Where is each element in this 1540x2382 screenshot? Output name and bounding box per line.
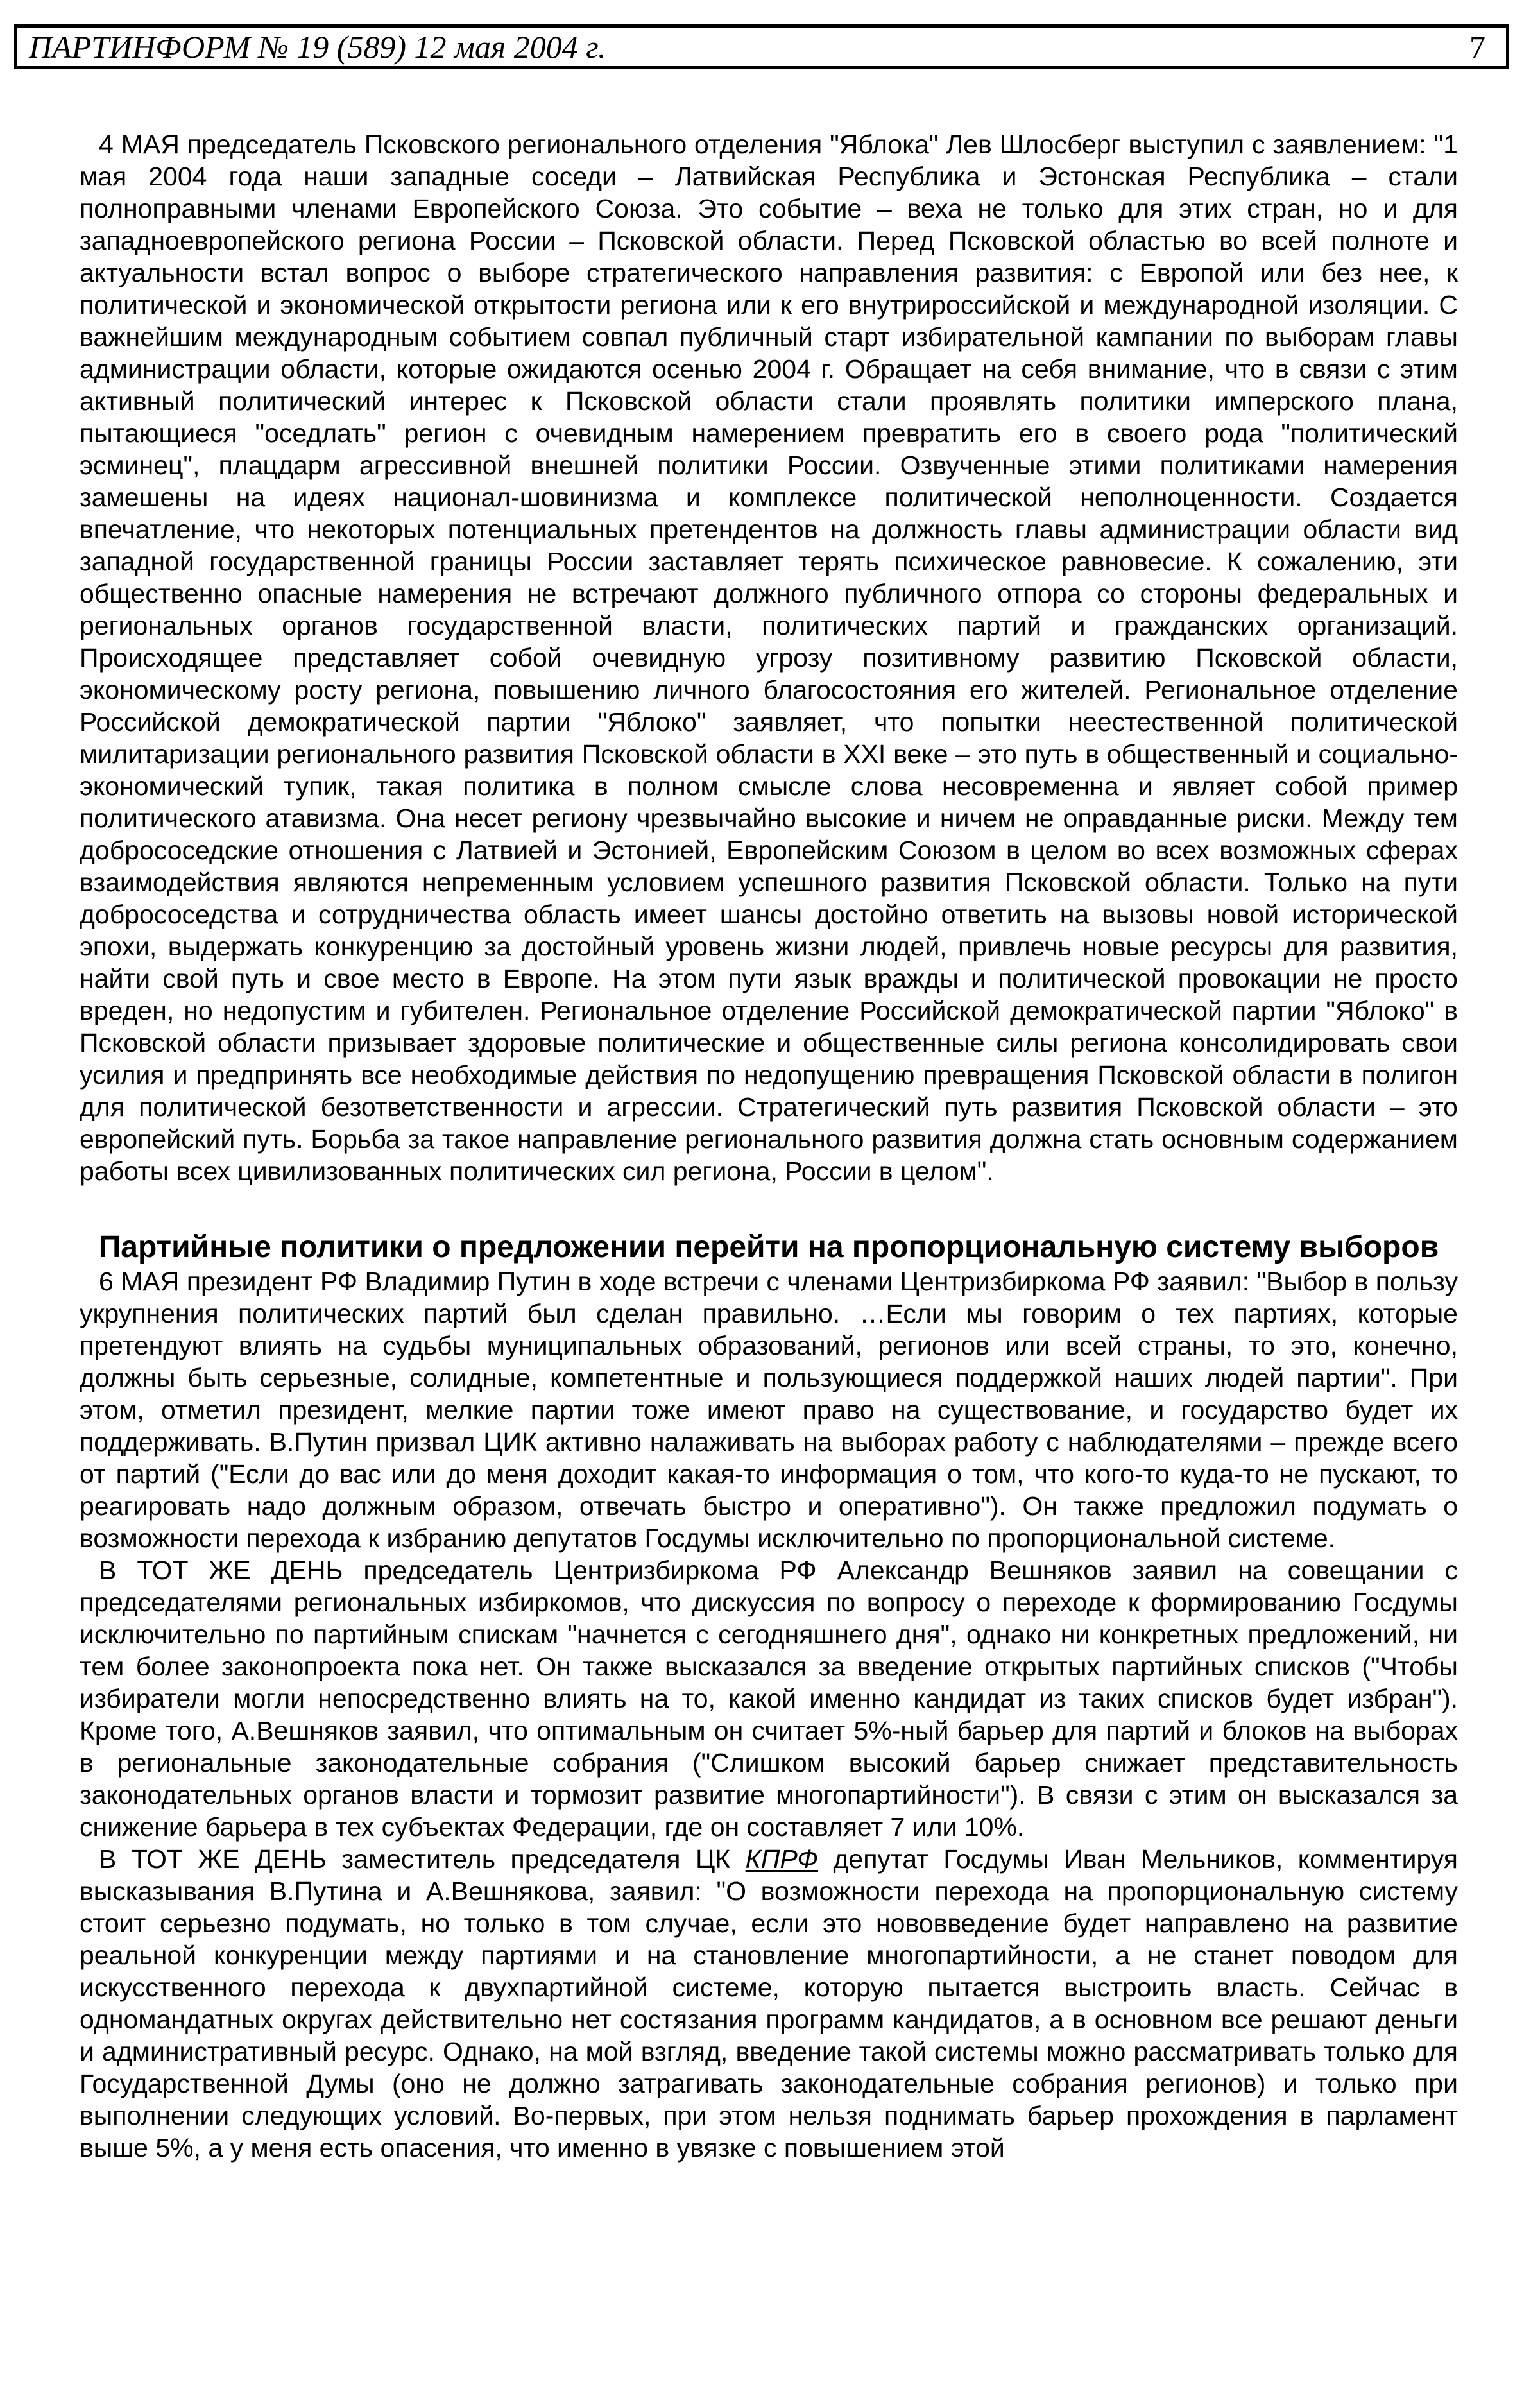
paragraph-melnikov-body: депутат Госдумы Иван Мельников, комментируя высказывания В.Путина и А.Вешнякова, заявил: "О возможности перехода на пропорциональную систему стоит серьезно подумать, но только в том случае, если это нововведение будет направлено на развитие реальной конкуренции между партиями и на становление многопартийности, а не станет поводом для искусственного перехода к двухпартийной системе, которую пытается выстроить власть. Сейчас в одномандатных округах действительно нет состязания программ кандидатов, а в основном все решают деньги и административный ресурс. Однако, на мой взгляд, введение такой системы можно рассматривать только для Государственной Думы (оно не должно затрагивать законодательные собрания регионов) и только при выполнении следующих условий. Во-первых, при этом нельзя поднимать барьер прохождения в парламент выше 5%, а у меня есть опасения, что именно в увязке с повышением этой (80, 1844, 1458, 2163)
paragraph-putin: 6 МАЯ президент РФ Владимир Путин в ходе встречи с членами Центризбиркома РФ заявил: "Выбор в пользу укрупнения политических партий был сделан правильно. …Если мы говорим о тех партиях, которые претендуют влиять на судьбы муниципальных образований, регионов или всей страны, то это, конечно, должны быть серьезные, солидные, компетентные и пользующиеся поддержкой наших людей партии". При этом, отметил президент, мелкие партии тоже имеют право на существование, и государство будет их поддерживать. В.Путин призвал ЦИК активно налаживать на выборах работу с наблюдателями – прежде всего от партий ("Если до вас или до меня доходит какая-то информация о том, что кого-то куда-то не пускают, то реагировать надо должным образом, отвечать быстро и оперативно"). Он также предложил подумать о возможности перехода к избранию депутатов Госдумы исключительно по пропорциональной системе. (80, 1267, 1458, 1553)
page-header (14, 24, 1509, 69)
paragraph-melnikov-intro: В ТОТ ЖЕ ДЕНЬ заместитель председателя ЦК (99, 1844, 746, 1874)
article-yabloko-statement: 4 МАЯ председатель Псковского регионального отделения "Яблока" Лев Шлосберг выступил с заявлением: "1 мая 2004 года наши западные соседи – Латвийская Республика и Эстонская Республика – стали полноправными членами Европейского Союза. Это событие – веха не только для этих стран, но и для западноевропейского региона России – Псковской области. Перед Псковской областью во всей полноте и актуальности встал вопрос о выборе стратегического направления развития: с Европой или без нее, к политической и экономической открытости региона или к его внутрироссийской и международной изоляции. С важнейшим международным событием совпал публичный старт избирательной кампании по выборам главы администрации области, которые ожидаются осенью 2004 г. Обращает на себя внимание, что в связи с этим активный политический интерес к Псковской области стали проявлять политики имперского плана, пытающиеся "оседлать" регион с очевидным намерением превратить его в своего рода "политический эсминец", плацдарм агрессивной внешней политики России. Озвученные этими политиками намерения замешены на идеях национал-шовинизма и комплексе политической неполноценности. Создается впечатление, что некоторых потенциальных претендентов на должность главы администрации области вид западной государственной границы России заставляет терять психическое равновесие. К сожалению, эти общественно опасные намерения не встречают должного публичного отпора со стороны федеральных и региональных органов государственной власти, политических партий и гражданских организаций. Происходящее представляет собой очевидную угрозу позитивному развитию Псковской области, экономическому росту региона, повышению личного благосостояния его жителей. Региональное отделение Российской демократической партии "Яблоко" заявляет, что попытки неестественной политической милитаризации регионального развития Псковской области в XXI веке – это путь в общественный и социально-экономический тупик, такая политика в полном смысле слова несовременна и являет собой пример политического атавизма. Она несет региону чрезвычайно высокие и ничем не оправданные риски. Между тем добрососедские отношения с Латвией и Эстонией, Европейским Союзом в целом во всех возможных сферах взаимодействия являются непременным условием успешного развития Псковской области. Только на пути добрососедства и сотрудничества область имеет шансы достойно ответить на вызовы новой исторической эпохи, выдержать конкуренцию за достойный уровень жизни людей, привлечь новые ресурсы для развития, найти свой путь и свое место в Европе. На этом пути язык вражды и политической провокации не просто вреден, но недопустим и губителен. Региональное отделение Российской демократической партии "Яблоко" в Псковской области призывает здоровые политические и общественные силы региона консолидировать свои усилия и предпринять все необходимые действия по недопущению превращения Псковской области в полигон для политической безответственности и агрессии. Стратегический путь развития Псковской области – это европейский путь. Борьба за такое направление регионального развития должна стать основным содержанием работы всех цивилизованных политических сил региона, России в целом". (80, 130, 1458, 1186)
publication-title: ПАРТИНФОРМ № 19 (589) 12 мая 2004 г. (29, 29, 606, 65)
section-heading: Партийные политики о предложении перейти на пропорциональную систему выборов (98, 1230, 1439, 1264)
page-number: 7 (1469, 29, 1485, 65)
paragraph-veshnyakov: В ТОТ ЖЕ ДЕНЬ председатель Центризбиркома РФ Александр Вешняков заявил на совещании с председателями региональных избиркомов, что дискуссия по вопросу о переходе к формированию Госдумы исключительно по партийным спискам "начнется с сегодняшнего дня", однако ни конкретных предложений, ни тем более законопроекта пока нет. Он также высказался за введение открытых партийных списков ("Чтобы избиратели могли непосредственно влиять на то, какой именно кандидат из таких списков будет избран"). Кроме того, А.Вешняков заявил, что оптимальным он считает 5%-ный барьер для партий и блоков на выборах в региональные законодательные собрания ("Слишком высокий барьер снижает представительность законодательных органов власти и тормозит развитие многопартийности"). В связи с этим он высказался за снижение барьера в тех субъектах Федерации, где он составляет 7 или 10%. (80, 1555, 1458, 1842)
party-link-kprf[interactable]: КПРФ (745, 1844, 818, 1874)
paragraph-melnikov (80, 1843, 1458, 2164)
page-content (80, 128, 1458, 2164)
